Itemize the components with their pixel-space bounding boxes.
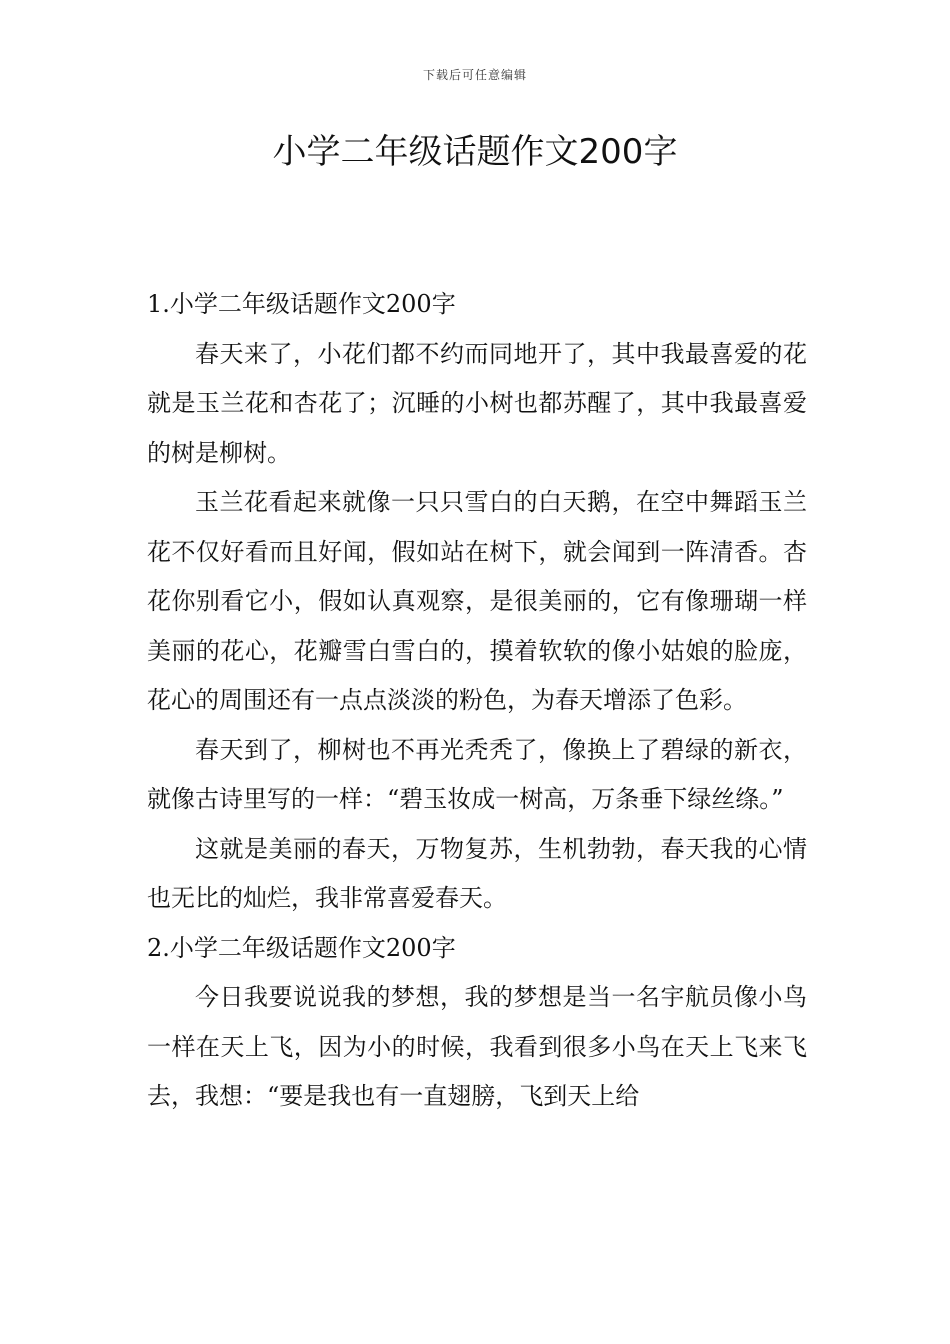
document-title: 小学二年级话题作文200字 xyxy=(272,132,678,172)
section-heading: 2.小学二年级话题作文200字 xyxy=(147,933,456,962)
paragraph: 这就是美丽的春天，万物复苏，生机勃勃，春天我的心情也无比的灿烂，我非常喜爱春天。 xyxy=(147,834,807,912)
section-heading: 1.小学二年级话题作文200字 xyxy=(147,290,456,318)
paragraph: 春天来了，小花们都不约而同地开了，其中我最喜爱的花就是玉兰花和杏花了；沉睡的小树也都苏醒了，其中我最喜爱的树是柳树。 xyxy=(147,339,807,467)
header-note: 下载后可任意编辑 xyxy=(422,68,527,82)
section-1 xyxy=(147,280,807,924)
section-2 xyxy=(147,924,807,1122)
document-body xyxy=(147,280,807,1122)
paragraph: 今日我要说说我的梦想，我的梦想是当一名宇航员像小鸟一样在天上飞，因为小的时候，我看到很多小鸟在天上飞来飞去，我想：“要是我也有一直翅膀，飞到天上给 xyxy=(147,983,807,1110)
paragraph: 玉兰花看起来就像一只只雪白的白天鹅，在空中舞蹈玉兰花不仅好看而且好闻，假如站在树下，就会闻到一阵清香。杏花你别看它小，假如认真观察，是很美丽的，它有像珊瑚一样美丽的花心，花瓣雪白雪白的，摸着软软的像小姑娘的脸庞，花心的周围还有一点点淡淡的粉色，为春天增添了色彩。 xyxy=(147,488,807,714)
paragraph: 春天到了，柳树也不再光秃秃了，像换上了碧绿的新衣，就像古诗里写的一样：“碧玉妆成一树高，万条垂下绿丝绦。” xyxy=(147,735,807,813)
